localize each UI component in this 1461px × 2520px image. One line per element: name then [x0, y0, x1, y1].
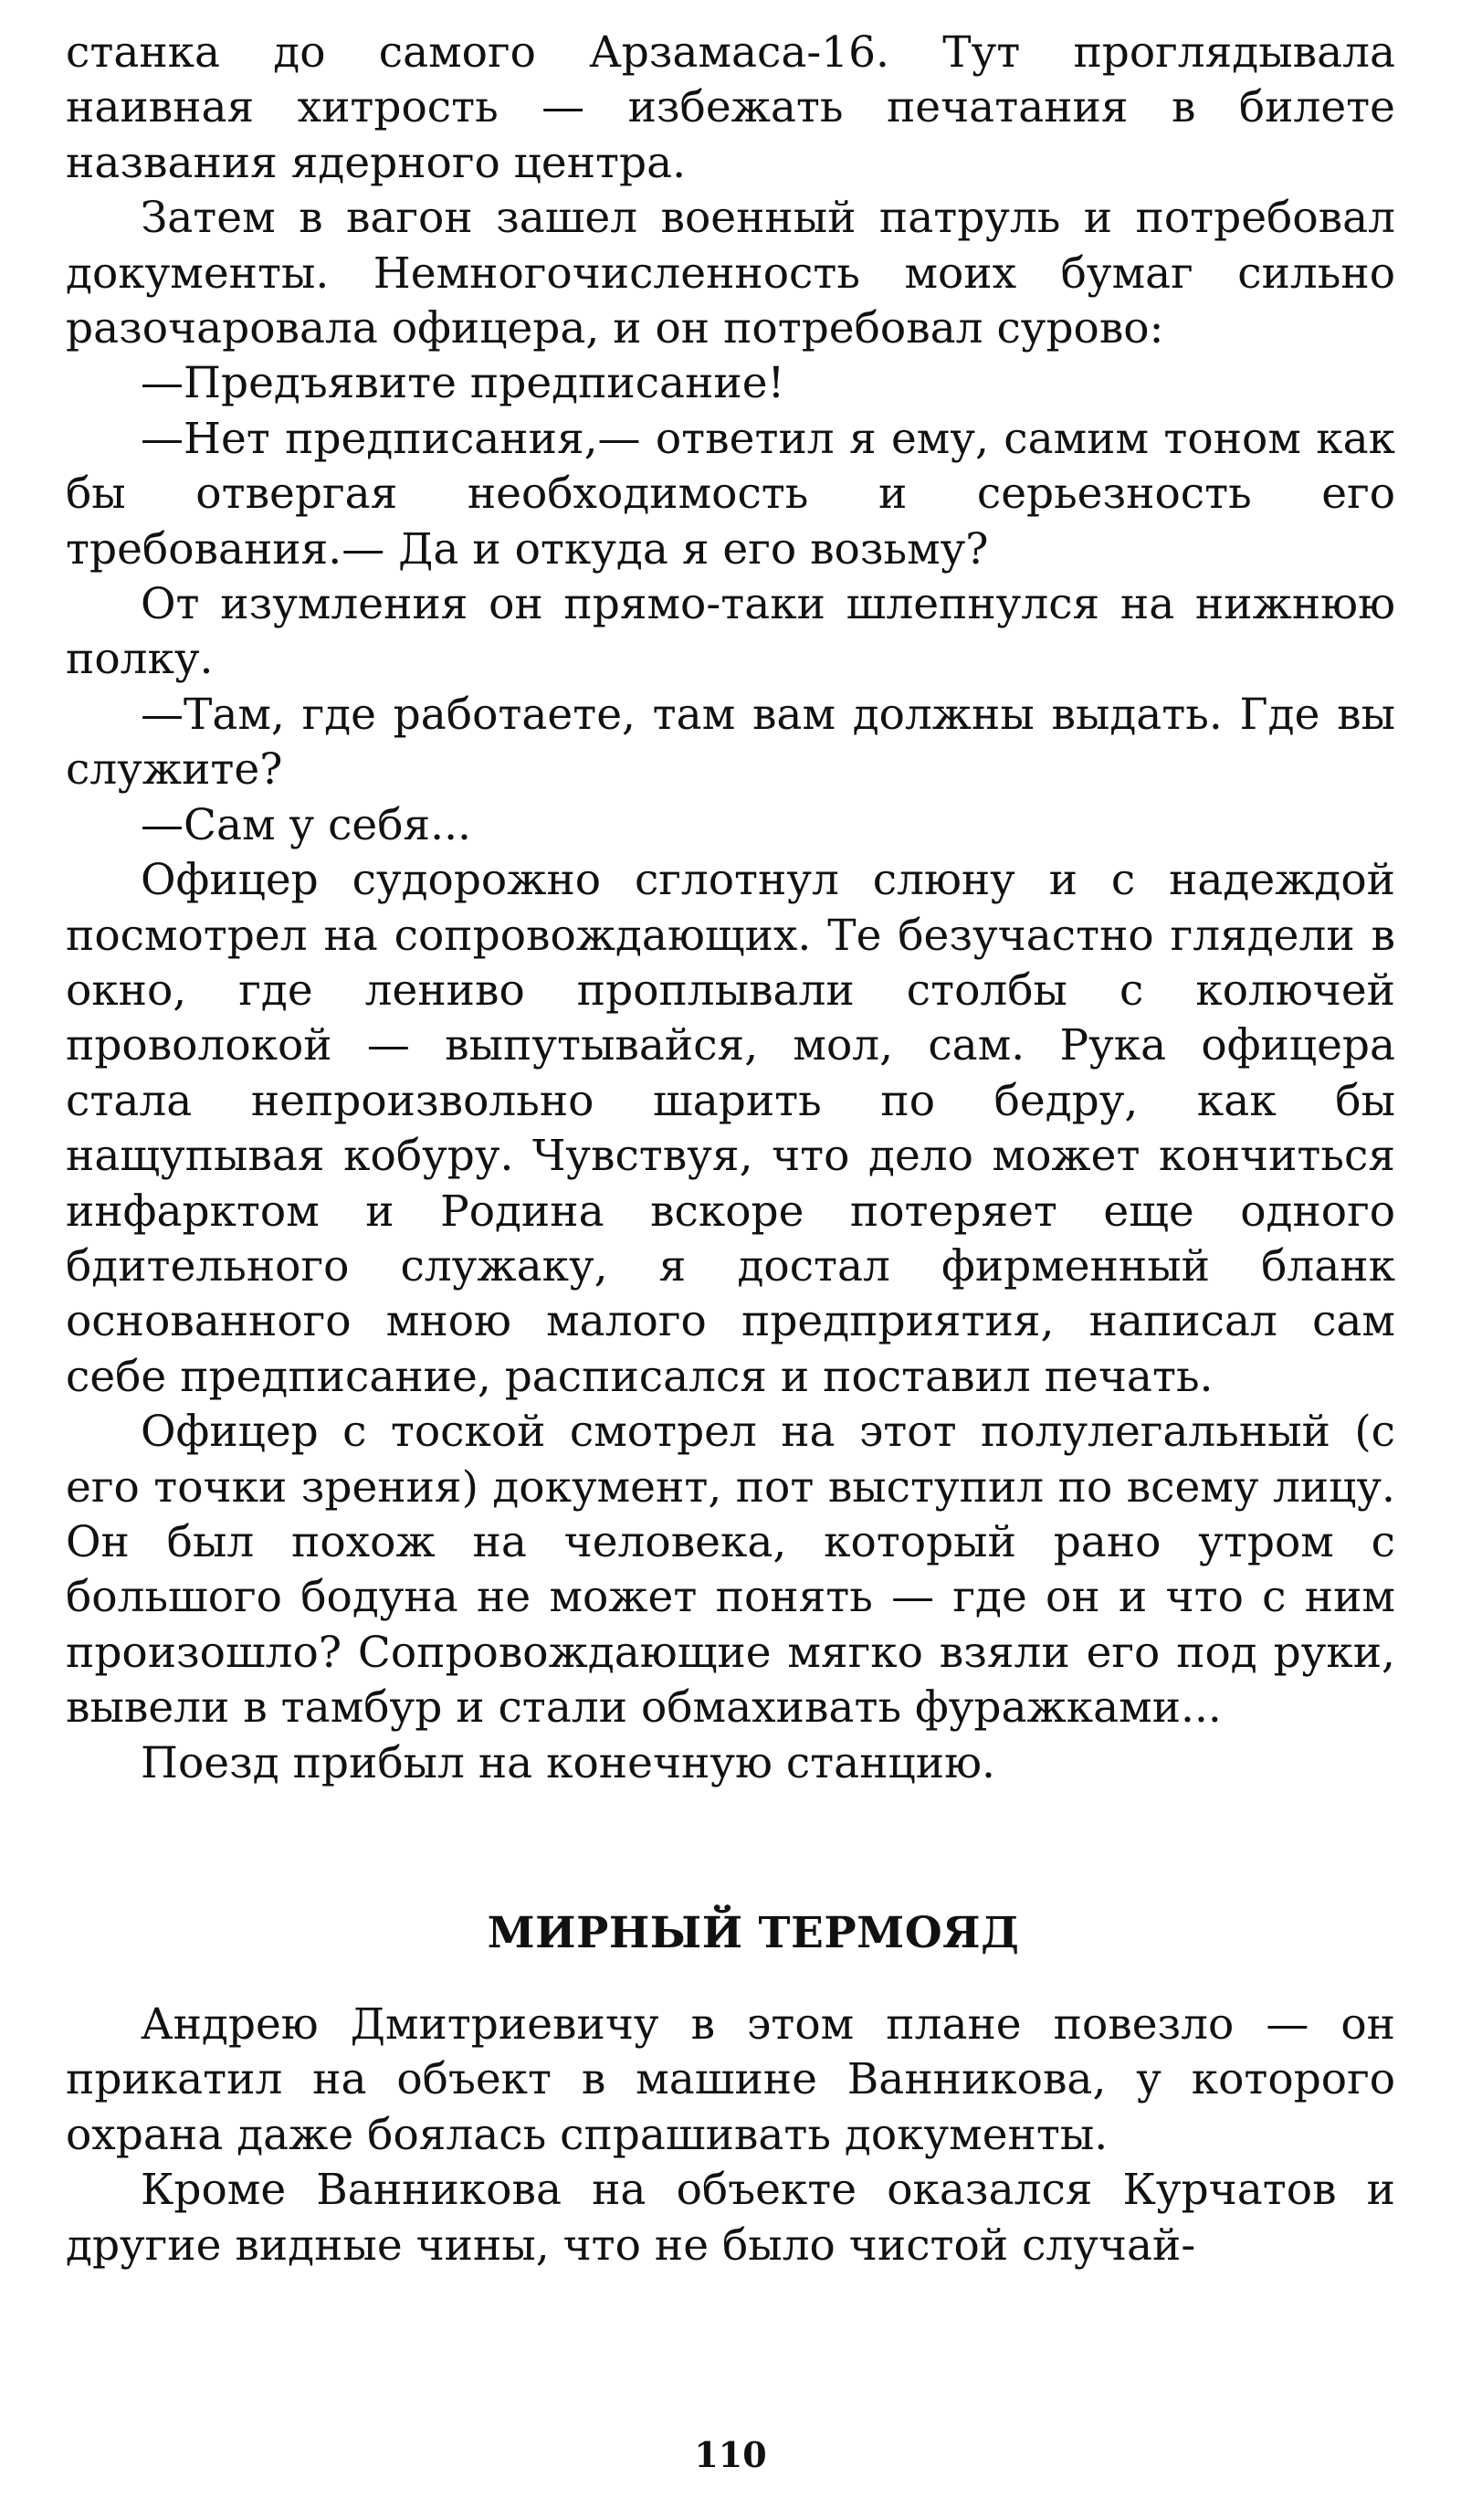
- dialogue-line: —Там, где работаете, там вам должны выдать. Где вы служите?: [66, 689, 1395, 796]
- paragraph: Офицер судорожно сглотнул слюну и с надеждой посмотрел на сопровождающих. Те безучастно глядели в окно, где лениво проплывали столбы с колючей проволокой — выпутывайся, мол, сам. Рука офицера стала непроизвольно шарить по бедру, как бы нащупывая кобуру. Чувствуя, что дело может кончиться инфарктом и Родина вскоре потеряет еще одного бдительного служаку, я достал фирменный бланк основанного мною малого предприятия, написал сам себе предписание, расписался и поставил печать.: [66, 855, 1395, 1402]
- dialogue-line: —Предъявите предписание!: [141, 358, 785, 409]
- dialogue-line: —Нет предписания,— ответил я ему, самим тоном как бы отвергая необходимость и серьезность его требования.— Да и откуда я его возьму?: [66, 413, 1395, 575]
- paragraph: Кроме Ванникова на объекте оказался Курчатов и другие видные чины, что не было чистой случай-: [66, 2165, 1395, 2271]
- dialogue-line: —Сам у себя...: [141, 799, 471, 850]
- paragraph: Поезд прибыл на конечную станцию.: [141, 1737, 995, 1788]
- paragraph: Андрею Дмитриевичу в этом плане повезло — он прикатил на объект в машине Ванникова, у которого охрана даже боялась спрашивать документы.: [66, 1999, 1395, 2160]
- book-page: [66, 26, 1395, 2273]
- page-number: 110: [694, 2434, 767, 2475]
- paragraph: От изумления он прямо-таки шлепнулся на нижнюю полку.: [66, 579, 1395, 685]
- paragraph: Затем в вагон зашел военный патруль и потребовал документы. Немногочисленность моих бумаг сильно разочаровала офицера, и он потребовал сурово:: [66, 193, 1395, 354]
- paragraph: станка до самого Арзамаса-16. Тут проглядывала наивная хитрость — избежать печатания в билете названия ядерного центра.: [66, 27, 1395, 188]
- section-title: МИРНЫЙ ТЕРМОЯД: [487, 1908, 1020, 1958]
- paragraph: Офицер с тоской смотрел на этот полулегальный (с его точки зрения) документ, пот выступил по всему лицу. Он был похож на человека, который рано утром с большого бодуна не может понять — где он и что с ним произошло? Сопровождающие мягко взяли его под руки, вывели в тамбур и стали обмахивать фуражками...: [66, 1407, 1395, 1734]
